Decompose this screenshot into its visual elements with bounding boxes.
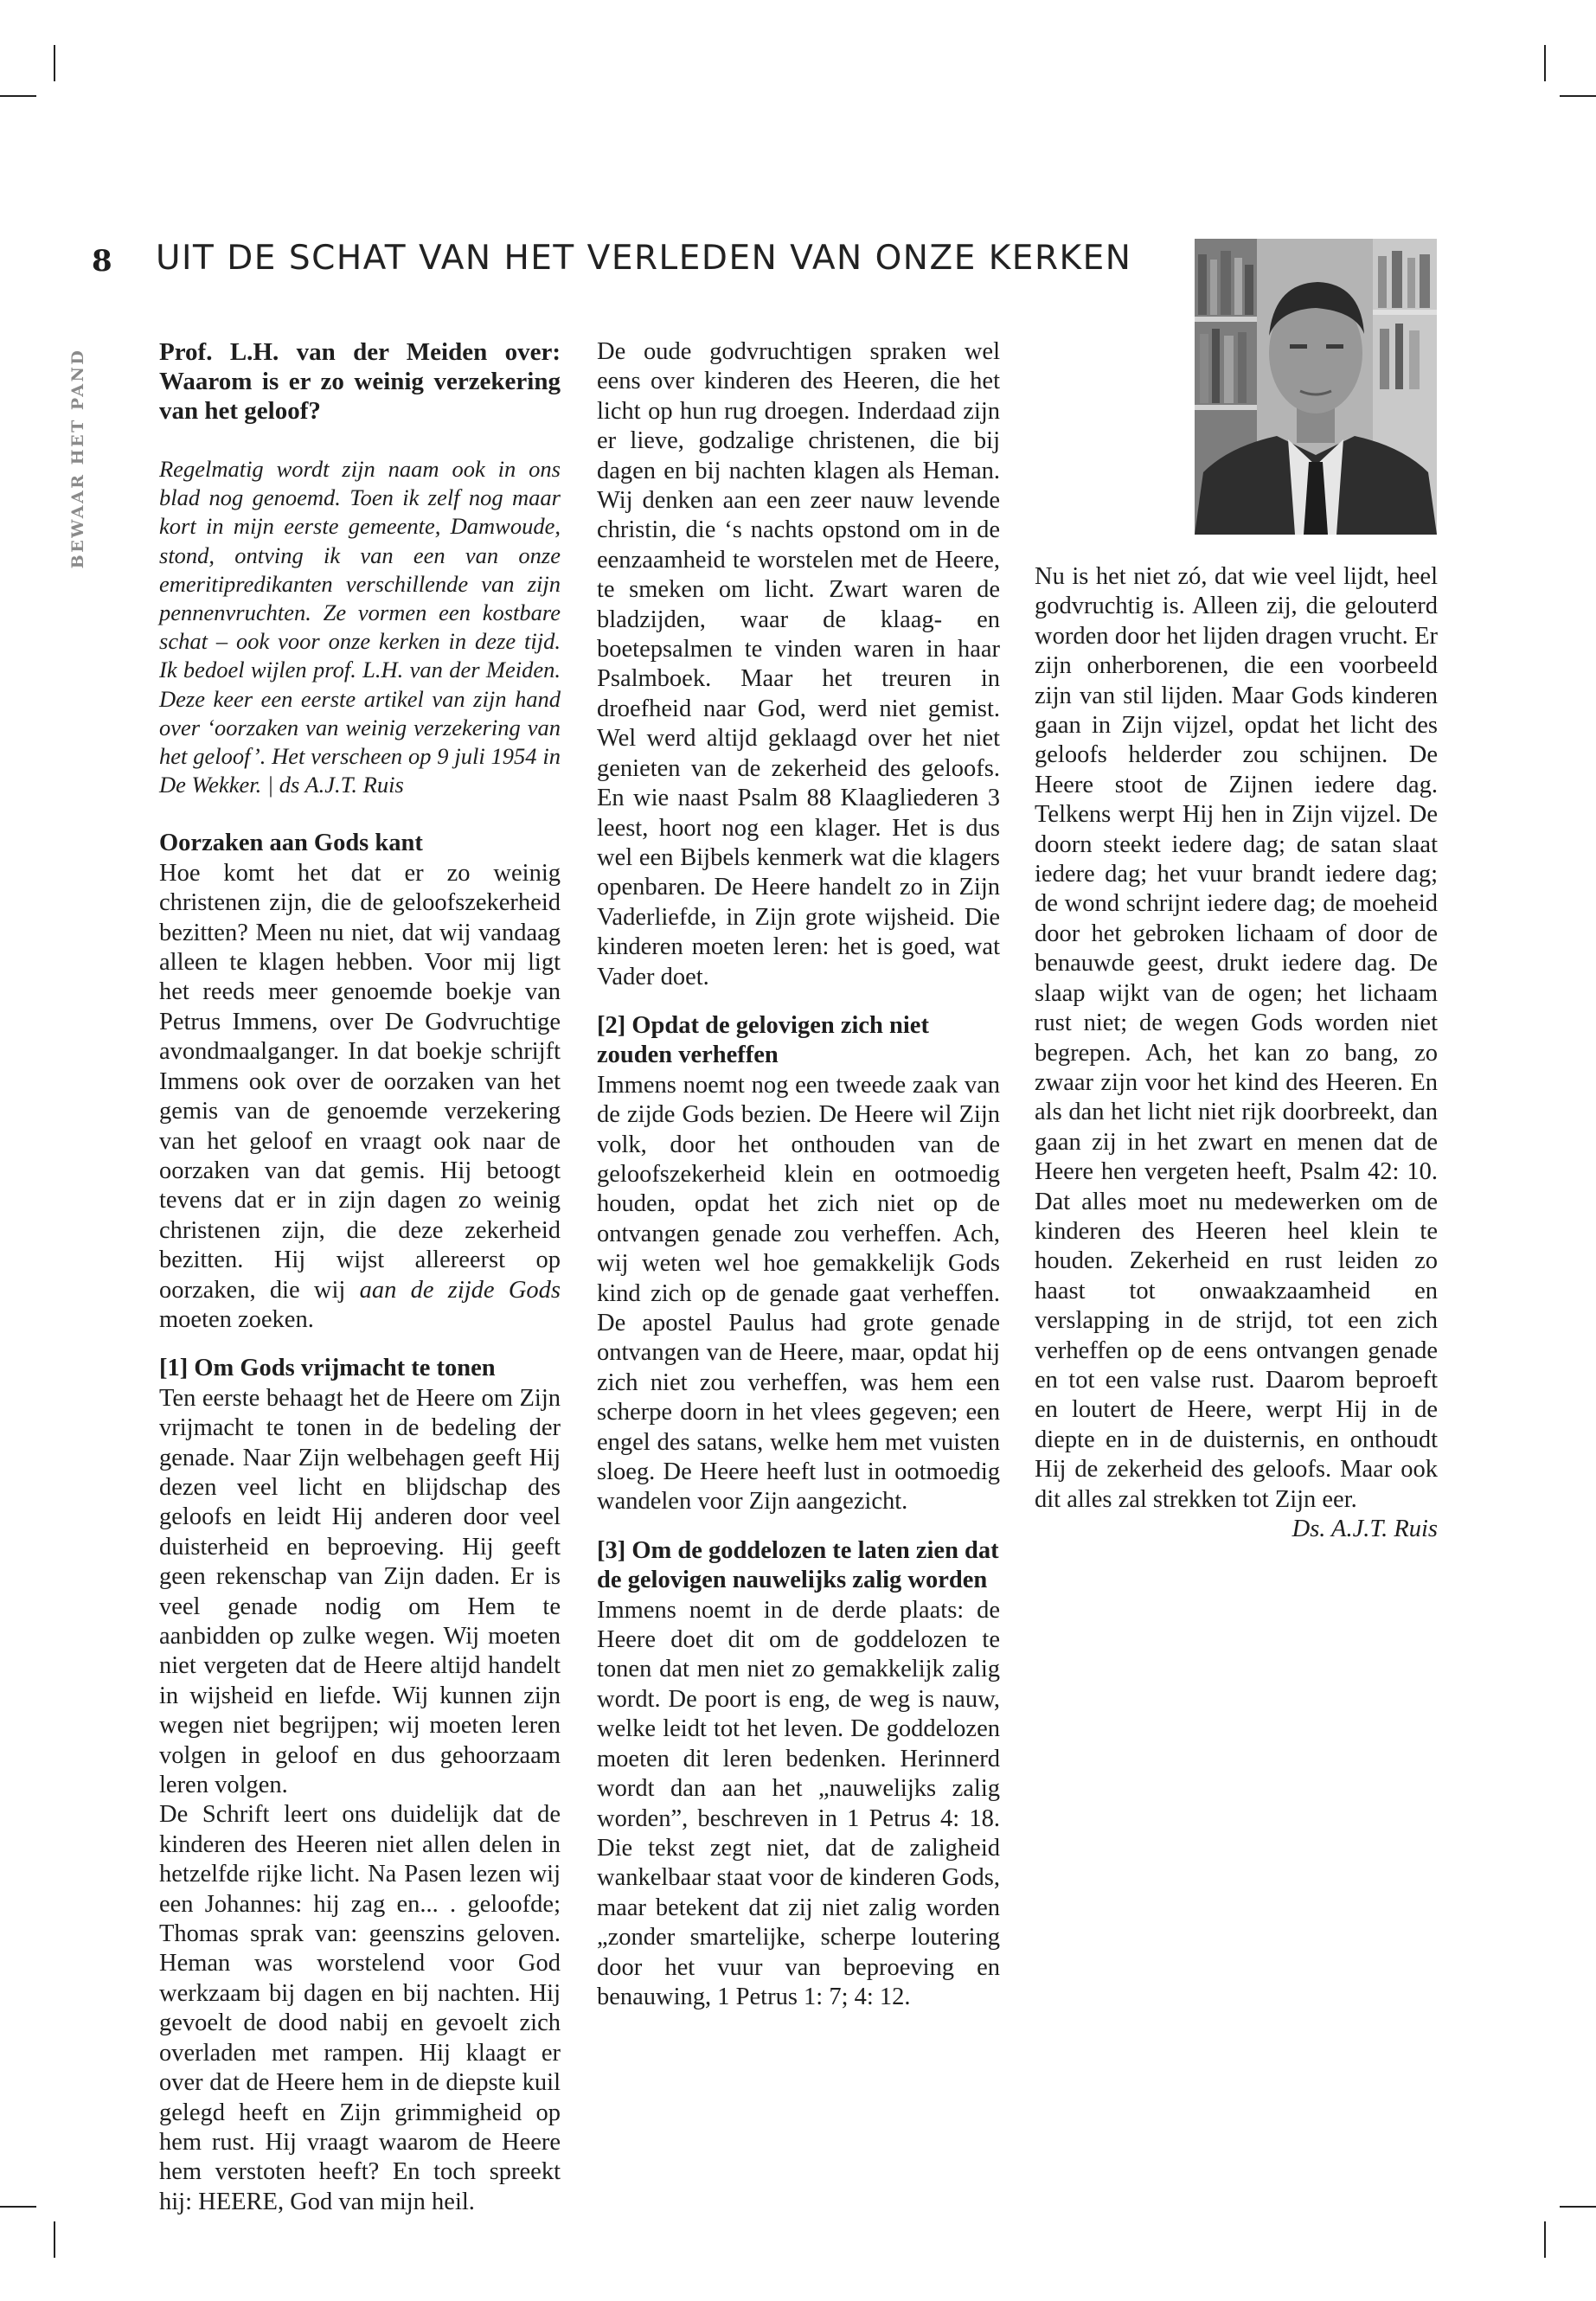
paragraph: Immens noemt nog een tweede zaak van de zijde Gods bezien. De Heere wil Zijn volk, door het onthouden van de geloofszekerheid klein en ootmoedig houden, opdat het zich niet op de ontvangen genade zou verheffen. Ach, wij weten wel hoe gemakkelijk Gods kind zich op de genade gaat verheffen. De apostel Paulus had grote genade ontvangen van de Heere, maar, opdat hij zich niet zou verheffen, was hem een scherpe doorn in het vlees gegeven; een engel des satans, welke hem met vuisten sloeg. De Heere heeft lust in ootmoedig wandelen voor Zijn aangezicht. xyxy=(597,1071,1000,1516)
crop-mark xyxy=(1560,2206,1596,2208)
subheading-2: [2] Opdat de gelovigen zich niet zouden verheffen xyxy=(597,1011,929,1069)
crop-mark xyxy=(1560,95,1596,97)
author-photo xyxy=(1195,239,1437,535)
article-title: Prof. L.H. van der Meiden over: Waarom is er zo weinig verzekering van het geloof? xyxy=(159,338,561,425)
paragraph: Hoe komt het dat er zo weinig christenen zijn, die de geloofszekerheid bezitten? Meen nu niet, dat wij vandaag alleen te klagen hebben. Voor mij ligt het reeds meer genoemde boekje van Petrus Immens, over De Godvruchtige avondmaalganger. In dat boekje schrijft Immens ook over de oorzaken van het gemis van de genoemde verzekering van het geloof en vraagt ook naar de oorzaken van dat gemis. Hij betoogt tevens dat er in zijn dagen zo weinig christenen zijn, die deze zekerheid bezitten. Hij wijst allereerst op oorzaken, die wij aan de zijde Gods moeten zoeken. xyxy=(159,859,561,1333)
subheading-causes: Oorzaken aan Gods kant xyxy=(159,830,423,857)
crop-mark xyxy=(0,2206,36,2208)
running-head: UIT DE SCHAT VAN HET VERLEDEN VAN ONZE KERKEN xyxy=(156,239,1132,278)
crop-mark xyxy=(1544,45,1546,81)
subheading-3: [3] Om de goddelozen te laten zien dat de gelovigen nauwelijks zalig worden xyxy=(597,1536,999,1594)
column-1 xyxy=(159,337,561,2217)
crop-mark xyxy=(0,95,36,97)
column-3 xyxy=(1035,562,1438,1544)
column-2 xyxy=(597,337,1000,2012)
paragraph: Nu is het niet zó, dat wie veel lijdt, heel godvruchtig is. Alleen zij, die gelouterd worden door het lijden dragen vrucht. Er zijn onherborenen, die een voorbeeld zijn van stil lijden. Maar Gods kinderen gaan in Zijn vijzel, opdat het licht des geloofs helderder zou schijnen. De Heere stoot de Zijnen iedere dag. Telkens werpt Hij hen in Zijn vijzel. De doorn steekt iedere dag; de satan slaat iedere dag; het vuur brandt iedere dag; de wond schrijnt iedere dag; de moeheid door het gebroken lichaam of door de benauwde geest, drukt iedere dag. De slaap wijkt van de ogen; het lichaam rust niet; de wegen Gods worden niet begrepen. Ach, het kan zo bang, zo zwaar zijn voor het kind des Heeren. En als dan het licht niet rijk doorbreekt, dan gaan zij in het zwart en menen dat de Heere hen vergeten heeft, Psalm 42: 10. Dat alles moet nu medewerken om de kinderen des Heeren heel klein te houden. Zekerheid en rust leiden zo haast tot onwaakzaamheid en verslapping in de strijd, tot een zich verheffen op de eens ontvangen genade en tot een valse rust. Daarom beproeft en loutert de Heere, werpt Hij in de diepte en in de duisternis, en onthoudt Hij de zekerheid des geloofs. Maar ook dit alles zal strekken tot Zijn eer. xyxy=(1035,563,1438,1513)
paragraph: De Schrift leert ons duidelijk dat de kinderen des Heeren niet allen delen in hetzelfde rijke licht. Na Pasen lezen wij een Johannes: hij zag en... . geloofde; Thomas sprak van: geenszins geloven. Heman was worstelend voor God werkzaam bij dagen en bij nachten. Hij gevoelt de dood nabij en gevoelt zich overladen met rampen. Hij klaagt er over dat de Heere hem in de diepste kuil gelegd heeft en Zijn grimmigheid op hem rust. Hij vraagt waarom de Heere hem verstoten heeft? En toch spreekt hij: HEERE, God van mijn heil. xyxy=(159,1801,561,2215)
paragraph: De oude godvruchtigen spraken wel eens over kinderen des Heeren, die het licht op hun rug droegen. Inderdaad zijn er lieve, godzalige christenen, die bij dagen en bij nachten klagen als Heman. Wij denken aan een zeer nauw levende christin, die ‘s nachts opstond om in de eenzaamheid te worstelen met de Heere, te smeken om licht. Zwart waren de bladzijden, waar de klaag- en boetepsalmen te vinden waren in haar Psalmboek. Maar het treuren in droefheid naar God, werd niet gemist. Wel werd altijd geklaagd over het niet genieten van de zekerheid des geloofs. En wie naast Psalm 88 Klaagliederen 3 leest, hoort nog een klager. Het is dus wel een Bijbels kenmerk wat die klagers openbaren. De Heere handelt zo in Zijn Vaderliefde, in Zijn grote wijsheid. Die kinderen moeten leren: het is goed, wat Vader doet. xyxy=(597,338,1000,990)
crop-mark xyxy=(54,2221,55,2258)
subheading-1: [1] Om Gods vrijmacht te tonen xyxy=(159,1355,496,1382)
signature: Ds. A.J.T. Ruis xyxy=(1292,1516,1438,1542)
page-number: 8 xyxy=(92,244,112,279)
emphasis: aan de zijde Gods xyxy=(359,1276,561,1304)
section-label: BEWAAR HET PAND xyxy=(68,348,87,569)
crop-mark xyxy=(54,45,55,81)
crop-mark xyxy=(1544,2221,1546,2258)
paragraph: Ten eerste behaagt het de Heere om Zijn vrijmacht te tonen in de bedeling der genade. Naar Zijn welbehagen geeft Hij dezen veel licht en blijdschap des geloofs en leidt Hij anderen door veel duisterheid en beproeving. Hij geeft geen rekenschap van Zijn daden. Er is veel genade nodig om Hem te aanbidden op zulke wegen. Wij moeten niet vergeten dat de Heere altijd handelt in wijsheid en liefde. Wij kunnen zijn wegen niet begrijpen; wij moeten leren volgen in geloof en dus gehoorzaam leren volgen. xyxy=(159,1384,561,1799)
paragraph: Immens noemt in de derde plaats: de Heere doet dit om de goddelozen te tonen dat men niet zo gemakkelijk zalig wordt. De poort is eng, de weg is nauw, welke leidt tot het leven. De goddelozen moeten dit leren bedenken. Herinnerd wordt dan aan het „nauwelijks zalig worden”, beschreven in 1 Petrus 4: 18. Die tekst zegt niet, dat de zaligheid wankelbaar staat voor de kinderen Gods, maar betekent dat zij niet zalig worden „zonder smartelijke, scherpe loutering door het vuur van beproeving en benauwing, 1 Petrus 1: 7; 4: 12. xyxy=(597,1596,1000,2010)
article-intro: Regelmatig wordt zijn naam ook in ons blad nog genoemd. Toen ik zelf nog maar kort in mijn eerste gemeente, Damwoude, stond, ontving ik van een van onze emeritipredikanten verschillende van zijn pennenvruchten. Ze vormen een kostbare schat – ook voor onze kerken in deze tijd. Ik bedoel wijlen prof. L.H. van der Meiden. Deze keer een eerste artikel van zijn hand over ‘oorzaken van weinig verzekering van het geloof’. Het verscheen op 9 juli 1954 in De Wekker. | ds A.J.T. Ruis xyxy=(159,456,561,798)
